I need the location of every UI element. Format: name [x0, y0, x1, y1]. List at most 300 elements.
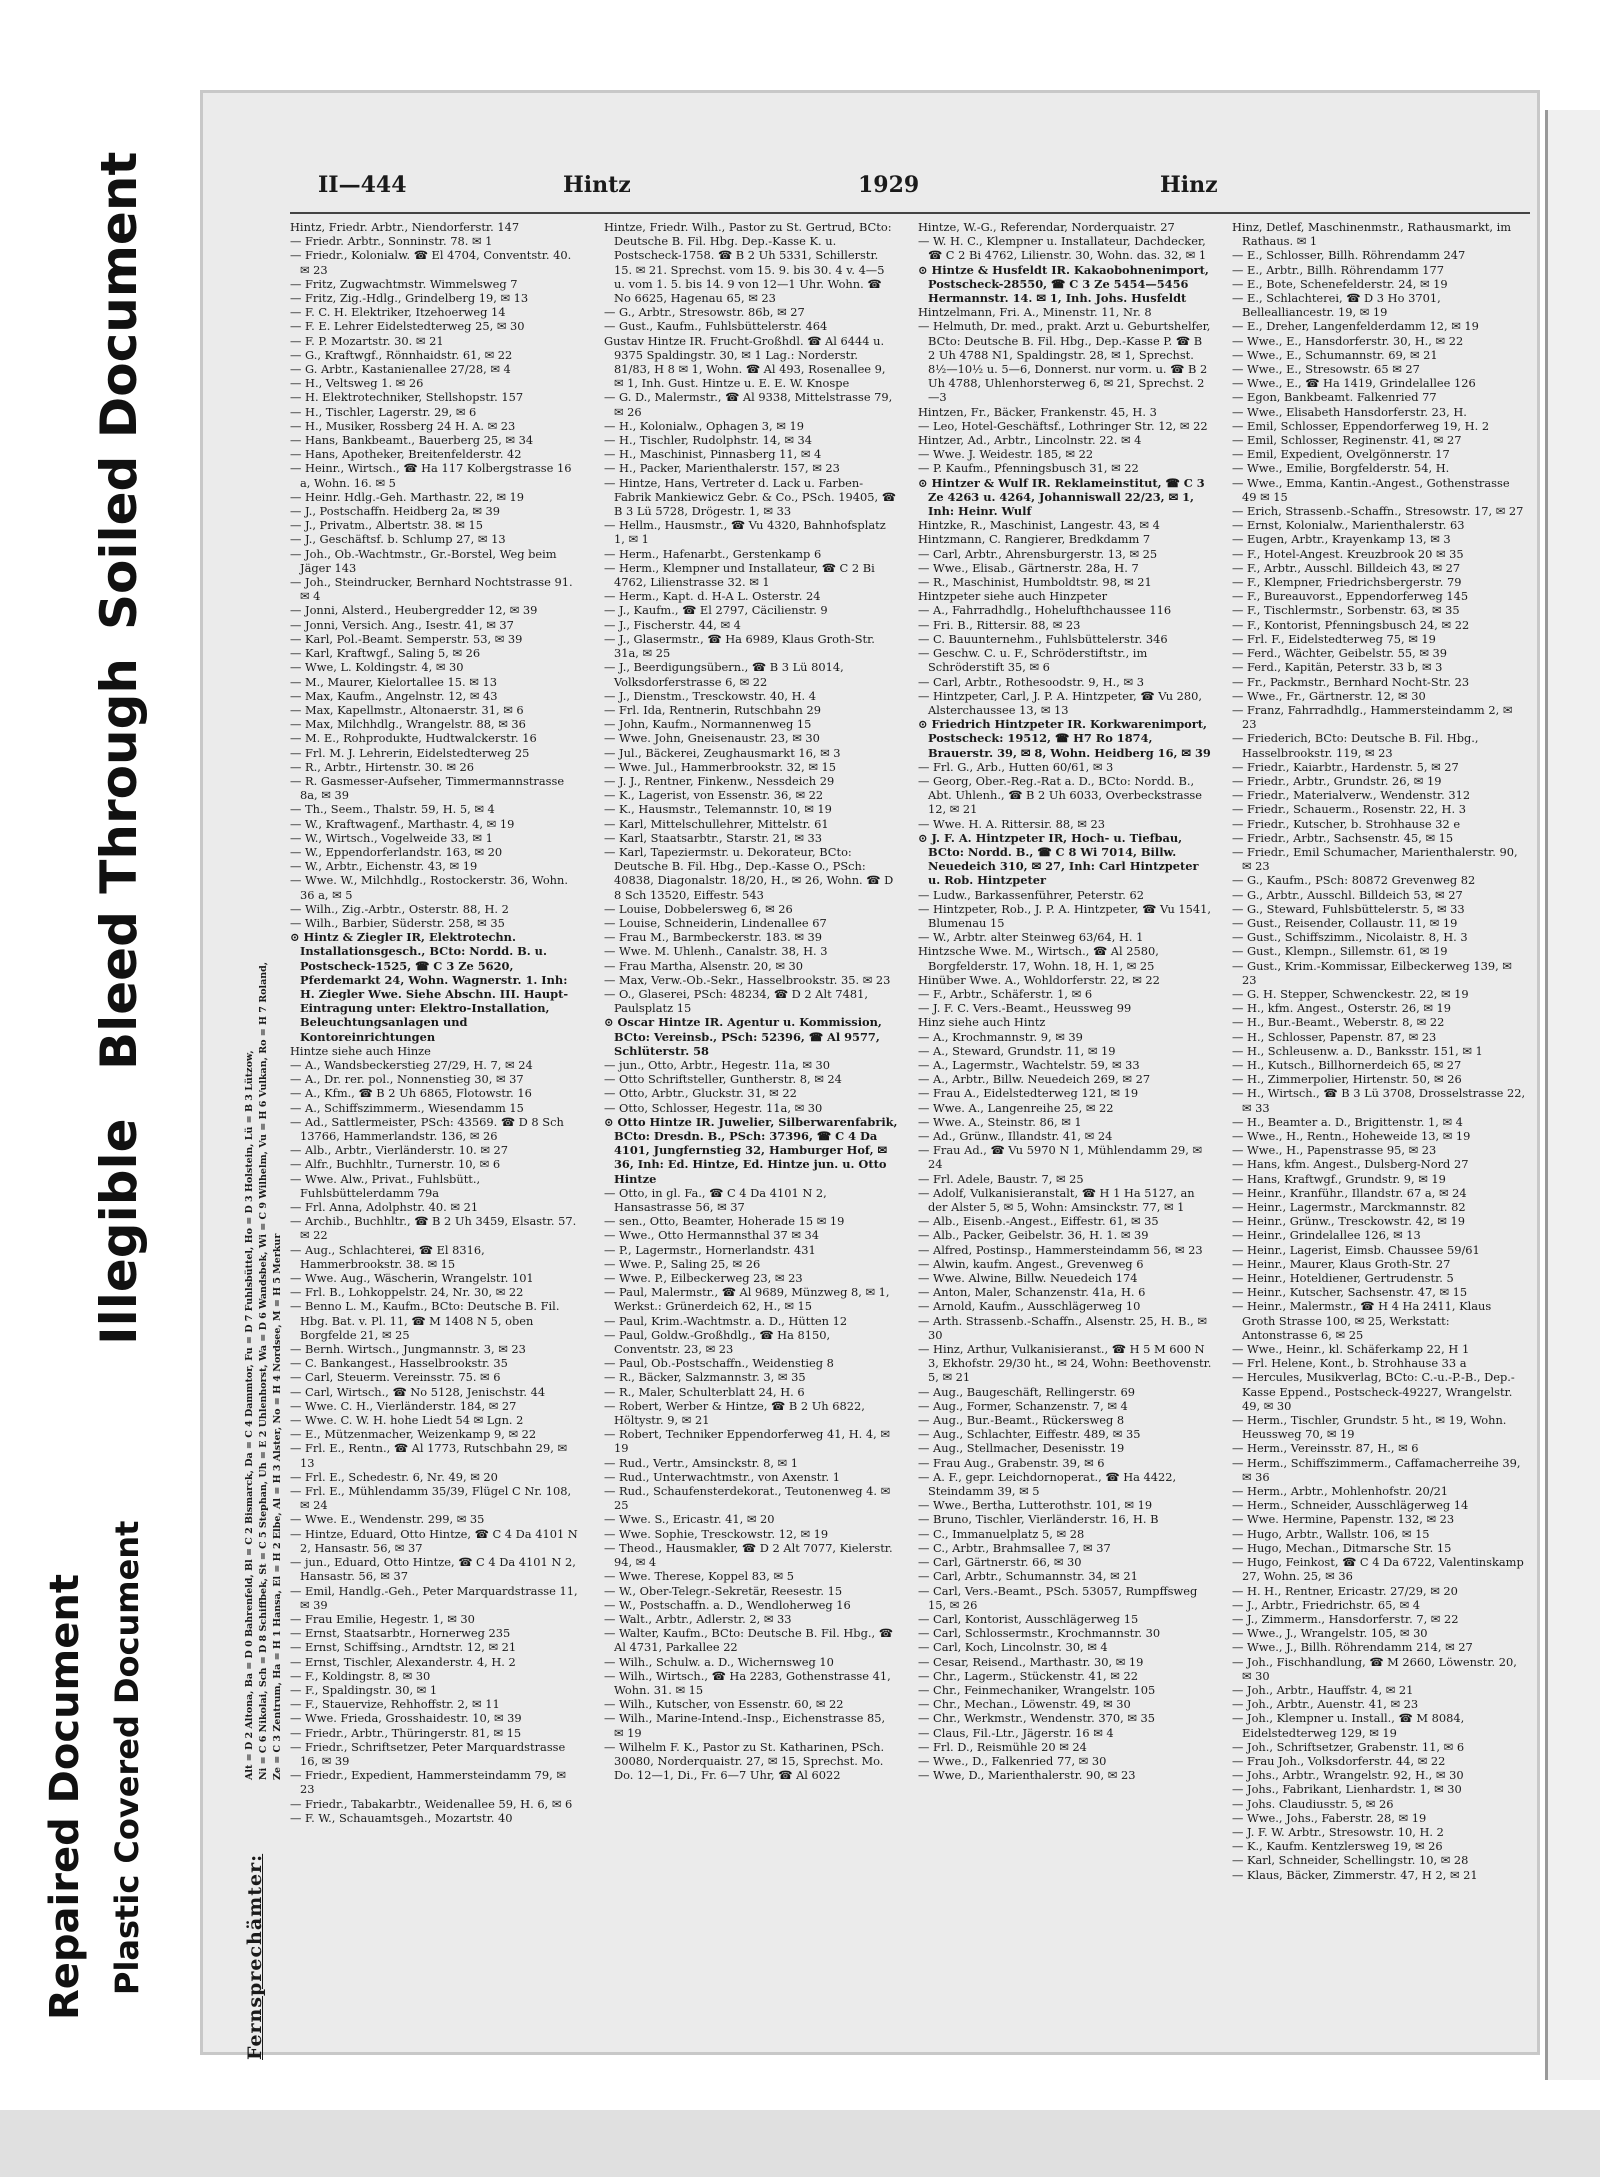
directory-column-4 [1232, 220, 1526, 2020]
directory-entry: — Chr., Mechan., Löwenstr. 49, ✉ 30 [918, 1697, 1131, 1712]
directory-entry: — Karl, Schneider, Schellingstr. 10, ✉ 28 [1232, 1853, 1469, 1868]
directory-entry: — Wilhelm F. K., Pastor zu St. Katharinen, PSch. 30080, Norderquaistr. 27, ✉ 15, Sprechst. Mo. Do. 12—1, Di., Fr. 6—7 Uhr, ☎ Al 6022 [604, 1739, 885, 1783]
directory-entry: — Bernh. Wirtsch., Jungmannstr. 3, ✉ 23 [290, 1342, 526, 1357]
directory-entry: — Chr., Feinmechaniker, Wrangelstr. 105 [918, 1682, 1156, 1697]
directory-entry: — Wwe., H., Papenstrasse 95, ✉ 23 [1232, 1143, 1437, 1158]
directory-entry: — J., Glasermstr., ☎ Ha 6989, Klaus Groth-Str. 31a, ✉ 25 [604, 631, 875, 661]
directory-entry: — Otto Schriftsteller, Guntherstr. 8, ✉ 24 [604, 1072, 842, 1087]
directory-entry: — Otto, Arbtr., Gluckstr. 31, ✉ 22 [604, 1086, 797, 1101]
directory-entry: — R. Gasmesser-Aufseher, Timmermannstrasse 8a, ✉ 39 [290, 773, 565, 803]
directory-entry: — Heinr., Lagermstr., Marckmannstr. 82 [1232, 1200, 1466, 1215]
top-margin [0, 0, 1600, 48]
directory-entry: — Wwe., Otto Hermannsthal 37 ✉ 34 [604, 1228, 820, 1243]
directory-entry: Gustav Hintze IR. Frucht-Großhdl. ☎ Al 6444 u. 9375 Spaldingstr. 30, ✉ 1 Lag.: Norderstr. 81/83, H 8 ✉ 1, Wohn. ☎ Al 493, Rosenallee 9, ✉ 1, Inh. Gust. Hintze u. E. E. W. Knospe [604, 333, 886, 391]
directory-entry: — R., Maler, Schulterblatt 24, H. 6 [604, 1384, 805, 1399]
directory-entry: — A., Dr. rer. pol., Nonnenstieg 30, ✉ 37 [290, 1072, 524, 1087]
directory-entry: Hintzmann, C. Rangierer, Bredkdamm 7 [918, 532, 1151, 547]
directory-entry: — G. D., Malermstr., ☎ Al 9338, Mittelstrasse 79, ✉ 26 [604, 390, 893, 419]
directory-entry: — Alwin, kaufm. Angest., Grevenweg 6 [918, 1256, 1144, 1271]
directory-entry: — Georg, Ober.-Reg.-Rat a. D., BCto: Nordd. B., Abt. Uhlenh., ☎ B 2 Uh 6033, Overbeckstrasse 12, ✉ 21 [918, 773, 1203, 817]
directory-entry: — Wwe., E., Stresowstr. 65 ✉ 27 [1232, 362, 1420, 377]
directory-entry: — Carl, Schlossermstr., Krochmannstr. 30 [918, 1626, 1161, 1641]
directory-entry: ⊙ Hintzer & Wulf IR. Reklameinstitut, ☎ C 3 Ze 4263 u. 4264, Johanniswall 22/23, ✉ 1, Inh: Heinr. Wulf [918, 475, 1205, 519]
header-year: 1929 [858, 172, 920, 198]
directory-entry: — A., Arbtr., Billw. Neuedeich 269, ✉ 27 [918, 1072, 1151, 1087]
directory-entry: — Max, Milchhdlg., Wrangelstr. 88, ✉ 36 [290, 717, 526, 732]
directory-entry: — Alb., Arbtr., Vierländerstr. 10. ✉ 27 [290, 1143, 508, 1158]
directory-entry: — R., Bäcker, Salzmannstr. 3, ✉ 35 [604, 1370, 806, 1385]
directory-entry: — O., Glaserei, PSch: 48234, ☎ D 2 Alt 7481, Paulsplatz 15 [604, 986, 868, 1016]
directory-entry: — Benno L. M., Kaufm., BCto: Deutsche B. Fil. Hbg. Bat. v. Pl. 11, ☎ M 1408 N 5, oben Borgfelde 21, ✉ 25 [290, 1299, 560, 1342]
directory-entry: — Wwe. Alwine, Billw. Neuedeich 174 [918, 1271, 1138, 1286]
directory-entry: — Carl, Arbtr., Schumannstr. 34, ✉ 21 [918, 1569, 1138, 1584]
directory-entry: — Friedr., Tabakarbtr., Weidenallee 59, H. 6, ✉ 6 [290, 1796, 573, 1811]
bottom-margin [0, 2110, 1600, 2177]
directory-entry: — Frau Emilie, Hegestr. 1, ✉ 30 [290, 1611, 475, 1626]
directory-entry: — E., Dreher, Langenfelderdamm 12, ✉ 19 [1232, 319, 1479, 334]
phone-exchange-title: Fernsprechämter: [244, 1853, 266, 2060]
directory-entry: — A., Steward, Grundstr. 11, ✉ 19 [918, 1043, 1116, 1058]
directory-entry: — H., Beamter a. D., Brigittenstr. 1, ✉ 4 [1232, 1114, 1463, 1129]
directory-entry: — Chr., Lagerm., Stückenstr. 41, ✉ 22 [918, 1668, 1138, 1683]
directory-entry: — Frau Ad., ☎ Vu 5970 N 1, Mühlendamm 29, ✉ 24 [918, 1143, 1203, 1172]
directory-entry: Hintze, Friedr. Wilh., Pastor zu St. Gertrud, BCto: Deutsche B. Fil. Hbg. Dep.-Kasse K. u. Postscheck-1758. ☎ B 2 Uh 5331, Schillerstr. 15. ✉ 21. Sprechst. vom 15. 9. bis 30. 4 v. 4—5 u. vom 1. 5. bis 14. 9 von 12—1 Uhr. Wohn. ☎ No 6625, Hagenau 65, ✉ 23 [604, 220, 892, 306]
directory-entry: — Friedr., Kutscher, b. Strohhause 32 e [1232, 816, 1461, 831]
directory-entry: — Wwe. P., Saling 25, ✉ 26 [604, 1256, 761, 1271]
directory-entry: — Carl, Steuerm. Vereinsstr. 75. ✉ 6 [290, 1370, 501, 1385]
directory-entry: ⊙ Hintz & Ziegler IR, Elektrotechn. Installationsgesch., BCto: Nordd. B. u. Postscheck-1525, ☎ C 3 Ze 5620, Pferdemarkt 24, Wohn. Wagnerstr. 1. Inh: H. Ziegler Wwe. Siehe Abschn. III. Haupt-Eintragung unter: Elektro-Installation, Beleuchtungsanlagen und Kontoreinrichtungen [290, 930, 569, 1044]
directory-entry: — Herm., Schiffszimmerm., Caffamacherreihe 39, ✉ 36 [1232, 1455, 1521, 1484]
directory-entry: — jun., Otto, Arbtr., Hegestr. 11a, ✉ 30 [604, 1057, 831, 1072]
directory-entry: — Wwe., Fr., Gärtnerstr. 12, ✉ 30 [1232, 688, 1426, 703]
directory-entry: — Carl, Arbtr., Ahrensburgerstr. 13, ✉ 25 [918, 546, 1158, 561]
directory-entry: — Hans, kfm. Angest., Dulsberg-Nord 27 [1232, 1157, 1469, 1172]
directory-entry: — Erich, Strassenb.-Schaffn., Stresowstr. 17, ✉ 27 [1232, 504, 1524, 519]
directory-entry: — C., Immanuelplatz 5, ✉ 28 [918, 1526, 1085, 1541]
directory-entry: — Paul, Ob.-Postschaffn., Weidenstieg 8 [604, 1356, 834, 1371]
directory-entry: — E., Schlosser, Billh. Röhrendamm 247 [1232, 248, 1466, 263]
directory-entry: — Wwe. Hermine, Papenstr. 132, ✉ 23 [1232, 1512, 1455, 1527]
directory-entry: — H., Musiker, Rossberg 24 H. A. ✉ 23 [290, 418, 516, 433]
directory-entry: — Klaus, Bäcker, Zimmerstr. 47, H 2, ✉ 21 [1232, 1867, 1478, 1882]
directory-entry: — H., Maschinist, Pinnasberg 11, ✉ 4 [604, 447, 822, 462]
directory-entry: — Rud., Schaufensterdekorat., Teutonenweg 4. ✉ 25 [604, 1484, 891, 1513]
directory-entry: — H., Veltsweg 1. ✉ 26 [290, 376, 424, 391]
directory-entry: — F., Spaldingstr. 30, ✉ 1 [290, 1682, 438, 1697]
directory-entry: — W., Arbtr. alter Steinweg 63/64, H. 1 [918, 930, 1144, 945]
directory-entry: — Heinr., Maurer, Klaus Groth-Str. 27 [1232, 1256, 1451, 1271]
directory-entry: — Wwe, D., Marienthalerstr. 90, ✉ 23 [918, 1768, 1136, 1783]
directory-entry: — H., Tischler, Rudolphstr. 14, ✉ 34 [604, 433, 813, 448]
directory-entry: — Carl, Arbtr., Rothesoodstr. 9, H., ✉ 3 [918, 674, 1144, 689]
directory-entry: — Emil, Schlosser, Reginenstr. 41, ✉ 27 [1232, 433, 1462, 448]
directory-entry: — E., Schlachterei, ☎ D 3 Ho 3701, Bellealliancestr. 19, ✉ 19 [1232, 291, 1441, 320]
directory-entry: Hintzen, Fr., Bäcker, Frankenstr. 45, H. 3 [918, 404, 1157, 419]
directory-entry: — Johs., Fabrikant, Lienhardstr. 1, ✉ 30 [1232, 1782, 1462, 1797]
directory-entry: — W., Postschaffn. a. D., Wendloherweg 16 [604, 1597, 851, 1612]
directory-entry: — Walter, Kaufm., BCto: Deutsche B. Fil. Hbg., ☎ Al 4731, Parkallee 22 [604, 1626, 893, 1655]
directory-entry: — Jonni, Versich. Ang., Isestr. 41, ✉ 37 [290, 617, 514, 632]
directory-entry: — Wwe. John, Gneisenaustr. 23, ✉ 30 [604, 731, 820, 746]
directory-entry: — Johs. Claudiusstr. 5, ✉ 26 [1232, 1796, 1394, 1811]
directory-entry: — W. H. C., Klempner u. Installateur, Dachdecker, ☎ C 2 Bi 4762, Lilienstr. 30, Wohn. das. 32, ✉ 1 [918, 234, 1207, 263]
directory-entry: — Karl, Pol.-Beamt. Semperstr. 53, ✉ 39 [290, 631, 523, 646]
directory-entry: — Wwe. C. W. H. hohe Liedt 54 ✉ Lgn. 2 [290, 1413, 524, 1428]
directory-entry: — C., Arbtr., Brahmsallee 7, ✉ 37 [918, 1540, 1111, 1555]
directory-entry: — Frl. E., Schedestr. 6, Nr. 49, ✉ 20 [290, 1469, 498, 1484]
directory-entry: — W., Eppendorferlandstr. 163, ✉ 20 [290, 844, 503, 859]
directory-entry: — Aug., Baugeschäft, Rellingerstr. 69 [918, 1384, 1136, 1399]
directory-entry: — Otto, in gl. Fa., ☎ C 4 Da 4101 N 2, Hansastrasse 56, ✉ 37 [604, 1185, 827, 1215]
directory-entry: — H., Bur.-Beamt., Weberstr. 8, ✉ 22 [1232, 1015, 1445, 1030]
directory-entry: — Hugo, Arbtr., Wallstr. 106, ✉ 15 [1232, 1526, 1430, 1541]
directory-entry: Hintzelmann, Fri. A., Minenstr. 11, Nr. 8 [918, 305, 1152, 320]
directory-entry: — K., Kaufm. Kentzlersweg 19, ✉ 26 [1232, 1839, 1443, 1854]
directory-entry: — W., Arbtr., Eichenstr. 43, ✉ 19 [290, 859, 478, 874]
directory-entry: — F. P. Mozartstr. 30. ✉ 21 [290, 333, 444, 348]
directory-entry: — Herm., Vereinsstr. 87, H., ✉ 6 [1232, 1441, 1419, 1456]
directory-entry: — Aug., Schlachterei, ☎ El 8316, Hammerbrookstr. 38. ✉ 15 [290, 1242, 485, 1271]
directory-entry: Hintzke, R., Maschinist, Langestr. 43, ✉ 4 [918, 518, 1160, 533]
directory-entry: — Hercules, Musikverlag, BCto: C.-u.-P.-B., Dep.-Kasse Eppend., Postscheck-49227, Wrangelstr. 49, ✉ 30 [1232, 1370, 1515, 1413]
header-right-name: Hinz [1160, 172, 1218, 198]
directory-entry: — Friedr., Arbtr., Grundstr. 26, ✉ 19 [1232, 773, 1442, 788]
directory-entry: — Ad., Grünw., Illandstr. 41, ✉ 24 [918, 1129, 1113, 1143]
directory-entry: — J., Geschäftsf. b. Schlump 27, ✉ 13 [290, 532, 506, 547]
directory-entry: — Aug., Former, Schanzenstr. 7, ✉ 4 [918, 1398, 1128, 1413]
directory-entry: — Otto, Schlosser, Hegestr. 11a, ✉ 30 [604, 1100, 823, 1115]
directory-entry: — Karl, Mittelschullehrer, Mittelstr. 61 [604, 816, 829, 831]
directory-entry: — Aug., Schlachter, Eiffestr. 489, ✉ 35 [918, 1427, 1141, 1442]
directory-entry: — Robert, Werber & Hintze, ☎ B 2 Uh 6822, Höltystr. 9, ✉ 21 [604, 1398, 865, 1428]
directory-entry: — Herm., Kapt. d. H-A L. Osterstr. 24 [604, 589, 821, 604]
directory-entry: — Heinr., Kranführ., Illandstr. 67 a, ✉ 24 [1232, 1185, 1467, 1200]
page-number: II—444 [318, 172, 407, 198]
directory-entry: — Ernst, Tischler, Alexanderstr. 4, H. 2 [290, 1654, 516, 1669]
directory-entry: — Th., Seem., Thalstr. 59, H. 5, ✉ 4 [290, 802, 495, 817]
directory-entry: — F., Koldingstr. 8, ✉ 30 [290, 1668, 431, 1683]
directory-entry: — A., Krochmannstr. 9, ✉ 39 [918, 1029, 1083, 1044]
directory-entry: — K., Hausmstr., Telemannstr. 10, ✉ 19 [604, 802, 832, 817]
directory-entry: — H., kfm. Angest., Osterstr. 26, ✉ 19 [1232, 1001, 1452, 1016]
directory-entry: ⊙ Oscar Hintze IR. Agentur u. Kommission, BCto: Vereinsb., PSch: 52396, ☎ Al 9577, Schlüterstr. 58 [604, 1015, 882, 1058]
directory-entry: — Louise, Schneiderin, Lindenallee 67 [604, 915, 827, 930]
directory-entry: — Friedr., Schauerm., Rosenstr. 22, H. 3 [1232, 802, 1466, 817]
directory-entry: — Frl. Ida, Rentnerin, Rutschbahn 29 [604, 702, 821, 717]
directory-entry: — G., Kaufm., PSch: 80872 Grevenweg 82 [1232, 873, 1476, 888]
directory-entry: — R., Arbtr., Hirtenstr. 30. ✉ 26 [290, 759, 474, 774]
phone-exchange-line-1: Alt = D 2 Altona, Ba = D 0 Bahrenfeld, Bl = C 2 Bismarck, Da = C 4 Dammtor, Fu = D 7 Fuhlsbüttel, Ho = D 3 Holstein, Lü = B 3 Lützow, [244, 1050, 255, 1780]
directory-entry: — J. F. C. Vers.-Beamt., Heussweg 99 [918, 1001, 1132, 1016]
directory-entry: — F. W., Schauamtsgeh., Mozartstr. 40 [290, 1810, 513, 1825]
directory-entry: — J., Kaufm., ☎ El 2797, Cäcilienstr. 9 [604, 603, 828, 618]
directory-entry: — Hintzpeter, Carl, J. P. A. Hintzpeter, ☎ Vu 280, Alsterchaussee 13, ✉ 13 [918, 688, 1203, 717]
header-rule [290, 212, 1530, 214]
directory-entry: Hintz, Friedr. Arbtr., Niendorferstr. 147 [290, 220, 520, 234]
directory-entry: — Frau Martha, Alsenstr. 20, ✉ 30 [604, 958, 803, 973]
directory-entry: — Fritz, Zugwachtmstr. Wimmelsweg 7 [290, 276, 518, 291]
directory-entry: — Geschw. C. u. F., Schröderstiftstr., im Schröderstift 35, ✉ 6 [918, 646, 1148, 675]
directory-entry: — Carl, Gärtnerstr. 66, ✉ 30 [918, 1555, 1082, 1570]
directory-entry: Hintzsche Wwe. M., Wirtsch., ☎ Al 2580, Borgfelderstr. 17, Wohn. 18, H. 1, ✉ 25 [918, 944, 1159, 973]
directory-entry: — J. J., Rentner, Finkenw., Nessdeich 29 [604, 773, 835, 788]
directory-entry: — W., Ober-Telegr.-Sekretär, Reesestr. 15 [604, 1583, 843, 1598]
directory-entry: — Heinr., Grünw., Tresckowstr. 42, ✉ 19 [1232, 1214, 1465, 1229]
directory-entry: — Wwe. Frieda, Grosshaidestr. 10, ✉ 39 [290, 1711, 522, 1726]
directory-entry: — Joh., Fischhandlung, ☎ M 2660, Löwenstr. 20, ✉ 30 [1232, 1654, 1517, 1683]
directory-entry: — Herm., Arbtr., Mohlenhofstr. 20/21 [1232, 1484, 1449, 1499]
label-plastic-covered-document: Plastic Covered Document [108, 1520, 146, 1995]
directory-entry: — Cesar, Reisend., Marthastr. 30, ✉ 19 [918, 1654, 1144, 1669]
directory-entry: — Friedr., Expedient, Hammersteindamm 79, ✉ 23 [290, 1768, 566, 1797]
directory-entry: — Claus, Fil.-Ltr., Jägerstr. 16 ✉ 4 [918, 1725, 1114, 1740]
directory-entry: — Carl, Vers.-Beamt., PSch. 53057, Rumpffsweg 15, ✉ 26 [918, 1583, 1198, 1612]
directory-entry: — Max, Kaufm., Angelnstr. 12, ✉ 43 [290, 688, 498, 703]
directory-entry: — Adolf, Vulkanisieranstalt, ☎ H 1 Ha 5127, an der Alster 5, ✉ 5, Wohn: Amsinckstr. 77, ✉ 1 [918, 1185, 1195, 1215]
directory-entry: — J., Privatm., Albertstr. 38. ✉ 15 [290, 518, 483, 533]
directory-entry: — Frau Joh., Volksdorferstr. 44, ✉ 22 [1232, 1753, 1446, 1768]
directory-entry: — Friederich, BCto: Deutsche B. Fil. Hbg., Hasselbrookstr. 119, ✉ 23 [1232, 731, 1479, 760]
directory-entry: — F., Arbtr., Schäferstr. 1, ✉ 6 [918, 986, 1093, 1001]
directory-entry: — Wilh., Wirtsch., ☎ Ha 2283, Gothenstrasse 41, Wohn. 31. ✉ 15 [604, 1668, 891, 1697]
directory-entry: — sen., Otto, Beamter, Hoherade 15 ✉ 19 [604, 1214, 845, 1229]
directory-entry: — G. H. Stepper, Schwenckestr. 22, ✉ 19 [1232, 986, 1469, 1001]
directory-entry: — Wwe. J. Weidestr. 185, ✉ 22 [918, 447, 1094, 462]
directory-entry: — R., Maschinist, Humboldtstr. 98, ✉ 21 [918, 575, 1152, 590]
directory-entry: — Wwe. M. Uhlenh., Canalstr. 38, H. 3 [604, 944, 828, 959]
directory-entry: — Ernst, Staatsarbtr., Hornerweg 235 [290, 1626, 511, 1641]
directory-entry: — Wwe., Johs., Faberstr. 28, ✉ 19 [1232, 1810, 1427, 1825]
directory-entry: — Emil, Handlg.-Geh., Peter Marquardstrasse 11, ✉ 39 [290, 1583, 578, 1612]
directory-entry: — Hugo, Feinkost, ☎ C 4 Da 6722, Valentinskamp 27, Wohn. 25, ✉ 36 [1232, 1555, 1524, 1584]
directory-entry: — Friedr. Arbtr., Sonninstr. 78. ✉ 1 [290, 234, 493, 249]
directory-entry: — F. E. Lehrer Eidelstedterweg 25, ✉ 30 [290, 319, 525, 334]
directory-entry: — Frl. G., Arb., Hutten 60/61, ✉ 3 [918, 759, 1114, 774]
directory-entry: — Frl. E., Mühlendamm 35/39, Flügel C Nr. 108, ✉ 24 [290, 1484, 572, 1513]
directory-entry: — Frau M., Barmbeckerstr. 183. ✉ 39 [604, 930, 823, 945]
directory-entry: — Carl, Koch, Lincolnstr. 30, ✉ 4 [918, 1640, 1108, 1655]
directory-entry: — Herm., Hafenarbt., Gerstenkamp 6 [604, 546, 822, 561]
directory-entry: — Wwe. A., Steinstr. 86, ✉ 1 [918, 1114, 1082, 1129]
directory-entry: — John, Kaufm., Normannenweg 15 [604, 717, 812, 732]
directory-entry: — Wwe. H. A. Rittersir. 88, ✉ 23 [918, 816, 1105, 831]
directory-entry: — Karl, Tapeziermstr. u. Dekorateur, BCto: Deutsche B. Fil. Hbg., Dep.-Kasse O., PSch: 40838, Diagonalstr. 18/20, H., ✉ 26, Wohn. ☎ D 8 Sch 13520, Eiffestr. 543 [604, 844, 894, 902]
directory-entry: — Heinr., Wirtsch., ☎ Ha 117 Kolbergstrasse 16 a, Wohn. 16. ✉ 5 [290, 461, 572, 490]
directory-entry: — Wwe. Aug., Wäscherin, Wrangelstr. 101 [290, 1271, 534, 1286]
directory-column-1 [290, 220, 584, 2020]
directory-entry: — H., Zimmerpolier, Hirtenstr. 50, ✉ 26 [1232, 1072, 1462, 1087]
directory-entry: — Anton, Maler, Schanzenstr. 41a, H. 6 [918, 1285, 1146, 1300]
directory-entry: — Ferd., Wächter, Geibelstr. 55, ✉ 39 [1232, 646, 1448, 661]
directory-entry: — A., Lagermstr., Wachtelstr. 59, ✉ 33 [918, 1057, 1140, 1072]
directory-entry: — Alfr., Buchhltr., Turnerstr. 10, ✉ 6 [290, 1157, 501, 1172]
directory-entry: — Ernst, Schiffsing., Arndtstr. 12, ✉ 21 [290, 1640, 517, 1655]
directory-entry: ⊙ Otto Hintze IR. Juwelier, Silberwarenfabrik, BCto: Dresdn. B., PSch: 37396, ☎ C 4 Da 4101, Jungfernstieg 32, Hamburger Hof, ✉ 36, Inh: Ed. Hintze, Ed. Hintze jun. u. Otto Hintze [604, 1114, 898, 1186]
directory-entry: — Paul, Malermstr., ☎ Al 9689, Münzweg 8, ✉ 1, Werkst.: Grünerdeich 62, H., ✉ 15 [604, 1285, 890, 1314]
directory-entry: — Herm., Schneider, Ausschlägerweg 14 [1232, 1498, 1469, 1513]
directory-entry: — Louise, Dobbelersweg 6, ✉ 26 [604, 901, 793, 916]
directory-entry: — G. Arbtr., Kastanienallee 27/28, ✉ 4 [290, 362, 511, 377]
directory-entry: — G., Kraftwgf., Rönnhaidstr. 61, ✉ 22 [290, 347, 513, 362]
directory-entry: — Hans, Kraftwgf., Grundstr. 9, ✉ 19 [1232, 1171, 1446, 1186]
directory-entry: — Friedr., Kaiarbtr., Hardenstr. 5, ✉ 27 [1232, 759, 1459, 774]
directory-entry: — Emil, Schlosser, Eppendorferweg 19, H. 2 [1232, 418, 1490, 433]
directory-entry: — Herm., Klempner und Installateur, ☎ C 2 Bi 4762, Lilienstrasse 32. ✉ 1 [604, 560, 875, 590]
directory-entry: — Joh., Schriftsetzer, Grabenstr. 11, ✉ 6 [1232, 1739, 1465, 1754]
directory-entry: — Ad., Sattlermeister, PSch: 43569. ☎ D 8 Sch 13766, Hammerlandstr. 136, ✉ 26 [290, 1114, 564, 1143]
directory-entry: — Wwe., Bertha, Lutterothstr. 101, ✉ 19 [918, 1498, 1153, 1513]
directory-entry: — Friedr., Schriftsetzer, Peter Marquardstrasse 16, ✉ 39 [290, 1739, 566, 1768]
directory-entry: — Johs., Arbtr., Wrangelstr. 92, H., ✉ 30 [1232, 1768, 1464, 1783]
directory-entry: — Bruno, Tischler, Vierländerstr. 16, H. B [918, 1512, 1159, 1527]
directory-entry: — Friedr., Kolonialw. ☎ El 4704, Conventstr. 40. ✉ 23 [290, 248, 572, 277]
directory-entry: — Wilh., Zig.-Arbtr., Osterstr. 88, H. 2 [290, 901, 509, 916]
directory-entry: — J., Arbtr., Friedrichstr. 65, ✉ 4 [1232, 1597, 1420, 1612]
directory-entry: — Wwe., E., ☎ Ha 1419, Grindelallee 126 [1232, 376, 1476, 391]
directory-entry: — Frau A., Eidelstedterweg 121, ✉ 19 [918, 1086, 1139, 1101]
directory-entry: — Hugo, Mechan., Ditmarsche Str. 15 [1232, 1540, 1452, 1555]
directory-entry: — Wwe., H., Rentn., Hoheweide 13, ✉ 19 [1232, 1129, 1471, 1143]
directory-entry: — Heinr., Malermstr., ☎ H 4 Ha 2411, Klaus Groth Strasse 100, ✉ 25, Werkstatt: Antonstrasse 6, ✉ 25 [1232, 1299, 1492, 1342]
directory-entry: — H., Kolonialw., Ophagen 3, ✉ 19 [604, 418, 804, 433]
directory-entry: — Ferd., Kapitän, Peterstr. 33 b, ✉ 3 [1232, 660, 1443, 675]
directory-entry: — Robert, Techniker Eppendorferweg 41, H. 4, ✉ 19 [604, 1427, 890, 1456]
directory-entry: — H., Wirtsch., ☎ B 3 Lü 3708, Drosselstrasse 22, ✉ 33 [1232, 1086, 1526, 1115]
directory-entry: — H. Elektrotechniker, Stellshopstr. 157 [290, 390, 524, 405]
directory-entry: — Friedr., Materialverw., Wendenstr. 312 [1232, 788, 1471, 803]
directory-entry: — Wwe. S., Ericastr. 41, ✉ 20 [604, 1512, 775, 1527]
directory-entry: — Heinr., Lagerist, Eimsb. Chaussee 59/61 [1232, 1242, 1480, 1257]
directory-entry: — J. F. W. Arbtr., Stresowstr. 10, H. 2 [1232, 1824, 1444, 1839]
directory-entry: — Wwe. C. H., Vierländerstr. 184, ✉ 27 [290, 1398, 517, 1413]
directory-entry: — Heinr., Grindelallee 126, ✉ 13 [1232, 1228, 1421, 1243]
directory-entry: — Jul., Bäckerei, Zeughausmarkt 16, ✉ 3 [604, 745, 841, 760]
directory-entry: — C. Bauunternehm., Fuhlsbüttelerstr. 346 [918, 631, 1168, 646]
directory-entry: — jun., Eduard, Otto Hintze, ☎ C 4 Da 4101 N 2, Hansastr. 56, ✉ 37 [290, 1555, 576, 1584]
directory-entry: — P., Lagermstr., Hornerlandstr. 431 [604, 1242, 816, 1257]
directory-entry: — Jonni, Alsterd., Heubergredder 12, ✉ 39 [290, 603, 538, 618]
directory-entry: — H., Kutsch., Billhornerdeich 65, ✉ 27 [1232, 1057, 1462, 1072]
directory-entry: — Frl. Anna, Adolphstr. 40. ✉ 21 [290, 1200, 479, 1215]
directory-entry: — Heinr., Kutscher, Sachsenstr. 47, ✉ 15 [1232, 1285, 1468, 1300]
phone-exchange-line-2: Ni = C 6 Nikolai, Sch = D 8 Schiffbek, St = C 5 Stephan, Uh = E 2 Uhlenhorst, Wa = D 6 Wandsbek, Wi = C 9 Wilhelm, Vu = H 6 Vulkan, Ro = H 7 Roland, [258, 961, 269, 1780]
directory-entry: — Wilh., Barbier, Süderstr. 258, ✉ 35 [290, 915, 505, 930]
directory-entry: — A., Fahrradhdlg., Hohelufthchaussee 116 [918, 603, 1172, 618]
label-soiled-document: Soiled Document [90, 151, 148, 630]
directory-entry: — Karl, Kraftwgf., Saling 5, ✉ 26 [290, 646, 481, 661]
directory-entry: — Wwe., E., Schumannstr. 69, ✉ 21 [1232, 347, 1438, 362]
directory-entry: — Wwe, L. Koldingstr. 4, ✉ 30 [290, 660, 464, 675]
directory-entry: — A., Schiffszimmerm., Wiesendamm 15 [290, 1100, 524, 1115]
directory-entry: — Max, Kapellmstr., Altonaerstr. 31, ✉ 6 [290, 702, 524, 717]
directory-entry: — Rud., Vertr., Amsinckstr. 8, ✉ 1 [604, 1455, 798, 1470]
directory-entry: — J., Fischerstr. 44, ✉ 4 [604, 617, 741, 632]
directory-entry: — Wwe. Therese, Koppel 83, ✉ 5 [604, 1569, 794, 1584]
directory-entry: — Carl, Wirtsch., ☎ No 5128, Jenischstr. 44 [290, 1384, 546, 1399]
directory-entry: — Frl. D., Reismühle 20 ✉ 24 [918, 1739, 1087, 1754]
directory-entry: — Hinz, Arthur, Vulkanisieranst., ☎ H 5 M 600 N 3, Ekhofstr. 29/30 ht., ✉ 24, Wohn: Beethovenstr. 5, ✉ 21 [918, 1342, 1212, 1385]
directory-entry: — Wwe., D., Falkenried 77, ✉ 30 [918, 1753, 1107, 1768]
directory-entry: — E., Bote, Schenefelderstr. 24, ✉ 19 [1232, 276, 1448, 291]
directory-entry: — J., Beerdigungsübern., ☎ B 3 Lü 8014, Volksdorferstrasse 6, ✉ 22 [604, 660, 844, 689]
directory-entry: ⊙ Friedrich Hintzpeter IR. Korkwarenimport, Postscheck: 19512, ☎ H7 Ro 1874, Brauerstr. 39, ✉ 8, Wohn. Heidberg 16, ✉ 39 [918, 717, 1211, 760]
directory-entry: — F., Tischlermstr., Sorbenstr. 63, ✉ 35 [1232, 603, 1460, 618]
directory-entry: Hinz siehe auch Hintz [918, 1015, 1046, 1030]
directory-entry: — Joh., Ob.-Wachtmstr., Gr.-Borstel, Weg beim Jäger 143 [290, 546, 557, 575]
directory-entry: — J., Dienstm., Tresckowstr. 40, H. 4 [604, 688, 817, 703]
directory-entry: — Frl. E., Rentn., ☎ Al 1773, Rutschbahn 29, ✉ 13 [290, 1441, 568, 1470]
directory-entry: — Franz, Fahrradhdlg., Hammersteindamm 2, ✉ 23 [1232, 702, 1513, 732]
directory-entry: — Karl, Staatsarbtr., Starstr. 21, ✉ 33 [604, 830, 823, 845]
directory-entry: — Heinr. Hdlg.-Geh. Marthastr. 22, ✉ 19 [290, 489, 525, 504]
directory-entry: — Archib., Buchhltr., ☎ B 2 Uh 3459, Elsastr. 57. ✉ 22 [290, 1214, 577, 1243]
directory-entry: — W., Wirtsch., Vogelweide 33, ✉ 1 [290, 830, 493, 845]
directory-entry: — F. C. H. Elektriker, Itzehoerweg 14 [290, 305, 506, 320]
directory-entry: — H., Packer, Marienthalerstr. 157, ✉ 23 [604, 461, 840, 476]
directory-entry: — Fritz, Zig.-Hdlg., Grindelberg 19, ✉ 13 [290, 291, 529, 306]
directory-entry: Hintzer, Ad., Arbtr., Lincolnstr. 22. ✉ 4 [918, 433, 1142, 448]
directory-entry: — E., Mützenmacher, Weizenkamp 9, ✉ 22 [290, 1427, 537, 1442]
directory-entry: — Wilh., Kutscher, von Essenstr. 60, ✉ 22 [604, 1697, 844, 1712]
directory-entry: — Wwe., Heinr., kl. Schäferkamp 22, H 1 [1232, 1342, 1470, 1357]
directory-entry: — Paul, Goldw.-Großhdlg., ☎ Ha 8150, Conventstr. 23, ✉ 23 [604, 1327, 831, 1357]
directory-entry: — F., Arbtr., Ausschl. Billdeich 43, ✉ 27 [1232, 560, 1461, 575]
directory-entry: — H., Schleusenw. a. D., Banksstr. 151, ✉ 1 [1232, 1043, 1483, 1058]
directory-entry: — Walt., Arbtr., Adlerstr. 2, ✉ 33 [604, 1611, 792, 1626]
directory-entry: — H. H., Rentner, Ericastr. 27/29, ✉ 20 [1232, 1583, 1458, 1598]
directory-entry: — P. Kaufm., Pfenningsbusch 31, ✉ 22 [918, 461, 1139, 476]
directory-entry: — Hellm., Hausmstr., ☎ Vu 4320, Bahnhofsplatz 1, ✉ 1 [604, 518, 886, 547]
directory-entry: — Wwe. Sophie, Tresckowstr. 12, ✉ 19 [604, 1526, 829, 1541]
directory-entry: — F., Hotel-Angest. Kreuzbrook 20 ✉ 35 [1232, 546, 1464, 561]
directory-entry: — W., Kraftwagenf., Marthastr. 4, ✉ 19 [290, 816, 515, 831]
directory-entry: — Carl, Kontorist, Ausschlägerweg 15 [918, 1611, 1139, 1626]
directory-entry: — Fri. B., Rittersir. 88, ✉ 23 [918, 617, 1081, 632]
directory-entry: — Frl. Adele, Baustr. 7, ✉ 25 [918, 1171, 1084, 1186]
directory-entry: — Ludw., Barkassenführer, Peterstr. 62 [918, 887, 1145, 902]
directory-entry: — F., Kontorist, Pfenningsbusch 24, ✉ 22 [1232, 617, 1470, 632]
directory-entry: — Heinr., Hoteldiener, Gertrudenstr. 5 [1232, 1271, 1454, 1286]
directory-entry: — Gust., Schiffszimm., Nicolaistr. 8, H. 3 [1232, 930, 1468, 945]
directory-entry: — Helmuth, Dr. med., prakt. Arzt u. Geburtshelfer, BCto: Deutsche B. Fil. Hbg., Dep.-Kasse P. ☎ B 2 Uh 4788 N1, Spaldingstr. 28, ✉ 1, Sprechst. 8½—10½ u. 5—6, Donnerst. nur vorm. u. ☎ B 2 Uh 4788, Uhlenhorsterweg 6, ✉ 21, Sprechst. 2—3 [918, 319, 1211, 405]
directory-entry: — Chr., Werkmstr., Wendenstr. 370, ✉ 35 [918, 1711, 1155, 1726]
directory-entry: — F., Stauervize, Rehhoffstr. 2, ✉ 11 [290, 1697, 500, 1712]
directory-entry: — Wwe., J., Wrangelstr. 105, ✉ 30 [1232, 1626, 1428, 1641]
directory-entry: — Frl. M. J. Lehrerin, Eidelstedterweg 25 [290, 745, 530, 760]
directory-entry: — G., Arbtr., Stresowstr. 86b, ✉ 27 [604, 305, 805, 320]
directory-entry: — Wwe., E., Hansdorferstr. 30, H., ✉ 22 [1232, 333, 1464, 348]
directory-entry: — A., Wandsbeckerstieg 27/29, H. 7, ✉ 24 [290, 1057, 533, 1072]
label-illegible: Illegible [90, 1118, 148, 1345]
directory-entry: — Wwe. Alw., Privat., Fuhlsbütt., Fuhlsbüttelerdamm 79a [290, 1171, 481, 1200]
directory-entry: — Gust., Krim.-Kommissar, Eilbeckerweg 139, ✉ 23 [1232, 958, 1512, 987]
directory-entry: — Fr., Packmstr., Bernhard Nocht-Str. 23 [1232, 674, 1470, 689]
directory-entry: — Alb., Eisenb.-Angest., Eiffestr. 61, ✉ 35 [918, 1214, 1159, 1229]
directory-entry: — A., Kfm., ☎ B 2 Uh 6865, Flotowstr. 16 [290, 1086, 532, 1101]
label-repaired-document: Repaired Document [42, 1574, 88, 2020]
page-header [318, 172, 1448, 212]
directory-entry: — F., Klempner, Friedrichsbergerstr. 79 [1232, 575, 1462, 590]
directory-entry: — G., Steward, Fuhlsbüttelerstr. 5, ✉ 33 [1232, 901, 1465, 916]
phone-exchange-line-3: Ze = C 3 Zentrum, Ha = H 1 Hansa, El = H 2 Elbe, Al = H 3 Alster, No = H 4 Nordsee, M = H 5 Merkur [272, 1233, 283, 1780]
directory-entry: — Arnold, Kaufm., Ausschlägerweg 10 [918, 1299, 1141, 1314]
directory-entry: — Gust., Klempn., Sillemstr. 61, ✉ 19 [1232, 944, 1448, 959]
directory-entry: ⊙ Hintze & Husfeldt IR. Kakaobohnenimport, Postscheck-28550, ☎ C 3 Ze 5454—5456 Hermannstr. 14. ✉ 1, Inh. Johs. Husfeldt [918, 262, 1209, 306]
directory-entry: — Wwe., Emma, Kantin.-Angest., Gothenstrasse 49 ✉ 15 [1232, 475, 1510, 504]
phone-exchange-legend [240, 220, 288, 2060]
directory-entry: — Eugen, Arbtr., Krayenkamp 13, ✉ 3 [1232, 532, 1451, 547]
directory-entry: — Hans, Bankbeamt., Bauerberg 25, ✉ 34 [290, 433, 534, 448]
